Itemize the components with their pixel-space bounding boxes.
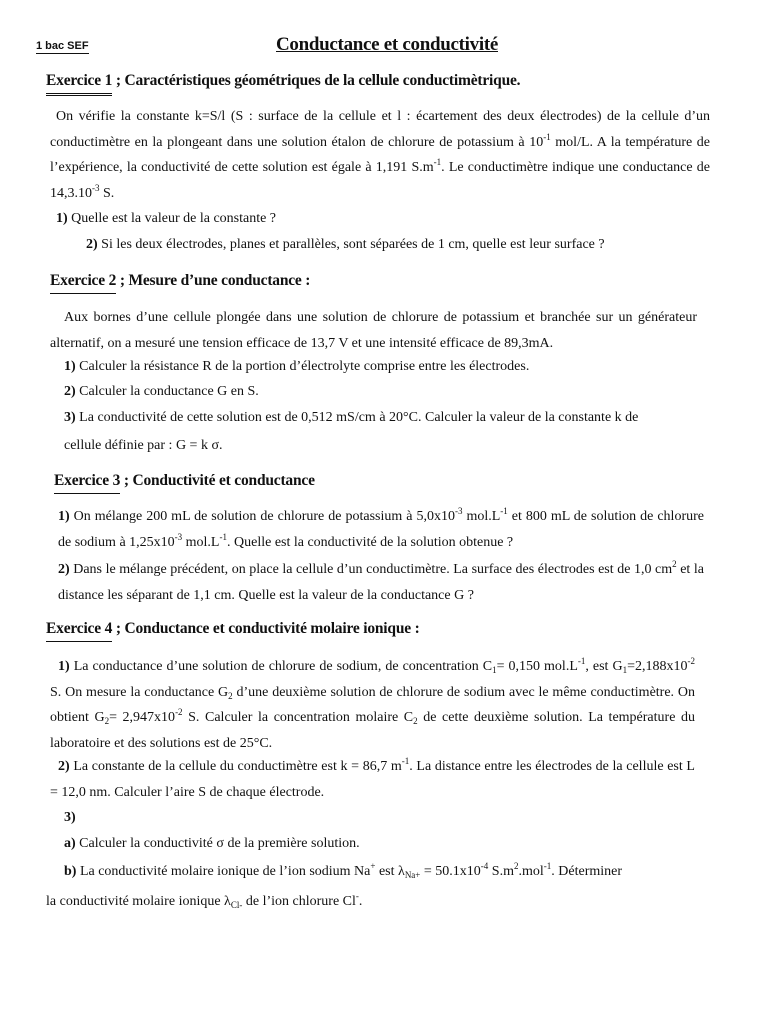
exercise-3-question-1: 1) On mélange 200 mL de solution de chlorure de potassium à $5,0x10^{-3}$ $mol.L^{-1}$ et 800 mL de solution de chlorure de sodium à $1,25x10^{-3}$ $mol.L^{-1}$. Quelle est la conductivité de la solution obtenue ? (58, 506, 704, 550)
exercise-2-question-3-cont: cellule définie par : G = k σ. (64, 438, 223, 453)
exercise-1-heading: Exercice 1 ; Caractéristiques géométriques de la cellule conductimètrique. (46, 72, 520, 90)
exercise-2-statement: Aux bornes d’une cellule plongée dans une solution de chlorure de potassium et branchée sur un générateur alternatif, on a mesuré une tension efficace de 13,7 V et une intensité efficace de 89,3mA. (50, 310, 697, 351)
exercise-2-question-2: 2) Calculer la conductance G en S. (64, 384, 259, 399)
exercise-1-statement: On vérifie la constante k=S/l (S : surface de la cellule et l : écartement des deux électrodes) de la cellule d’un conductimètre en la plongeant dans une solution étalon de chlorure de potassium à $10^{-1}$ mol/L. A la température de l’expérience, la conductivité de cette solution est égale à 1,191 $S.m^{-1}$. Le conductimètre indique une conductance de $14,3.10^{-3}$ S. (50, 109, 710, 201)
exercise-2-question-1: 1) Calculer la résistance R de la portion d’électrolyte comprise entre les électrodes. (64, 359, 530, 374)
exercise-2-heading: Exercice 2 ; Mesure d’une conductance : (50, 272, 310, 290)
exercise-4-question-3b-cont: la conductivité molaire ionique $\lambda_{Cl-}$ de l’ion chlorure Cl-. (46, 891, 363, 910)
exercise-3-question-2: 2) Dans le mélange précédent, on place la cellule d’un conductimètre. La surface des électrodes est de 1,0 $cm^2$ et la distance les séparant de 1,1 cm. Quelle est la valeur de la conductance G ? (58, 559, 704, 603)
exercise-3-label: Exercice 3 (54, 472, 120, 494)
exercise-1-title: Caractéristiques géométriques de la cellule conductimètrique. (124, 72, 521, 89)
exercise-4-title: Conductance et conductivité molaire ionique : (124, 620, 420, 637)
class-level-label: 1 bac SEF (36, 40, 89, 52)
exercise-2-label: Exercice 2 (50, 272, 116, 294)
exercise-4-question-2: 2) La constante de la cellule du conductimètre est k = 86,7 $m^{-1}$. La distance entre les électrodes de la cellule est L = 12,0 nm. Calculer l’aire S de chaque électrode. (50, 756, 695, 800)
exercise-4-question-1: 1) La conductance d’une solution de chlorure de sodium, de concentration $C_1= 0,150$ $mol.L^{-1}$, est $G_1=2,188x10^{-2}$ S. On mesure la conductance $G_2$ d’une deuxième solution de chlorure de sodium avec le même conductimètre. On obtient $G_2= 2,947x10^{-2}$ S. Calculer la concentration molaire $C_2$ de cette deuxième solution. La température du laboratoire et des solutions est de 25°C. (50, 656, 695, 751)
exercise-2-question-3: 3) La conductivité de cette solution est de 0,512 mS/cm à 20°C. Calculer la valeur de la constante k de (64, 410, 639, 425)
exercise-4-heading: Exercice 4 ; Conductance et conductivité molaire ionique : (46, 620, 420, 638)
exercise-4-question-3b: b) La conductivité molaire ionique de l’ion sodium Na+ est $\lambda_{Na+} = 50.1x10^{-4}$ $S.m^2.mol^{-1}$. Déterminer (64, 861, 623, 880)
exercise-4-label: Exercice 4 (46, 620, 112, 642)
exercise-2-title: Mesure d’une conductance : (128, 272, 311, 289)
exercise-3-title: Conductivité et conductance (132, 472, 315, 489)
exercise-4-question-3a: a) Calculer la conductivité σ de la première solution. (64, 836, 360, 851)
exercise-1-label: Exercice 1 (46, 72, 112, 96)
exercise-3-heading: Exercice 3 ; Conductivité et conductance (54, 472, 315, 490)
document-title: Conductance et conductivité (276, 34, 498, 55)
exercise-1-question-2: 2) Si les deux électrodes, planes et parallèles, sont séparées de 1 cm, quelle est leur surface ? (86, 237, 605, 252)
exercise-4-question-3: 3) (64, 810, 76, 825)
exercise-1-question-1: 1) Quelle est la valeur de la constante ? (56, 211, 277, 226)
